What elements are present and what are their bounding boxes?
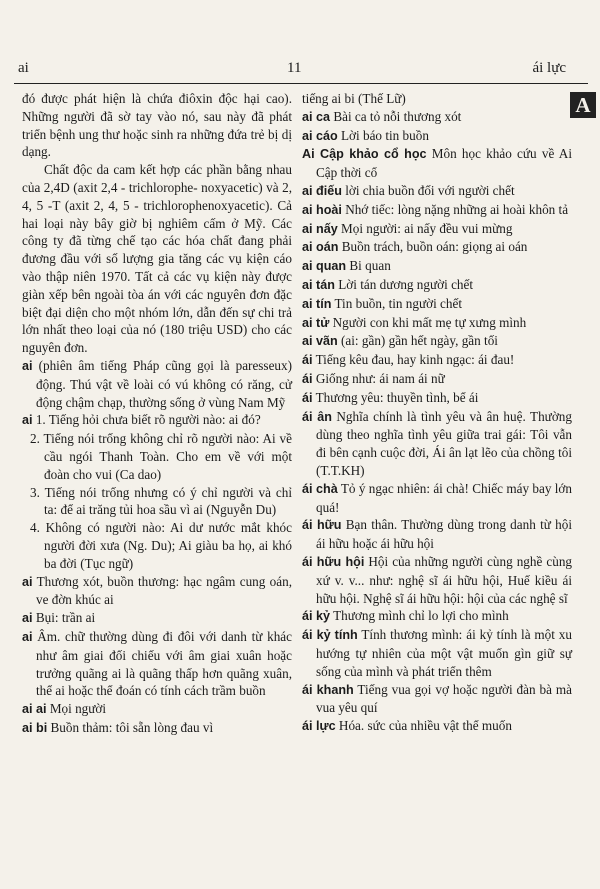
continued-paragraph: đó được phát hiện là chứa điôxin độc hại cao). Những người đã sờ tay vào nó, sau này đã phát triển bệnh ung thư hoặc sinh ra những đứa trẻ bị dị dạng. xyxy=(22,91,292,160)
definition: Lời báo tin buồn xyxy=(337,127,429,143)
headword: ái ân xyxy=(302,409,332,424)
headword: ai xyxy=(22,629,33,644)
dictionary-entry xyxy=(302,626,572,680)
headword: ái xyxy=(302,371,313,386)
dictionary-entry xyxy=(302,257,572,276)
headword: ai xyxy=(22,413,33,428)
definition: Người con khi mất mẹ tự xưng mình xyxy=(329,314,527,330)
definition: Âm. chữ thường dùng đi đôi với danh từ khác như âm giai đối chiếu với âm giai xuân hoặc trưởng quãng ai là quãng thấp hơn quãng xuân, thể ai hoặc thể đoán có tính cách trầm buồn xyxy=(32,628,292,699)
definition: Lời tán dương người chết xyxy=(334,276,474,292)
headword: ái kỷ xyxy=(302,609,331,624)
dictionary-entry xyxy=(302,553,572,607)
section-letter-tab: A xyxy=(570,92,596,118)
dictionary-entry xyxy=(302,332,572,351)
definition: Thương mình chỉ lo lợi cho mình xyxy=(330,608,509,624)
definition: Bi quan xyxy=(346,258,391,274)
headword: ai vãn xyxy=(302,334,338,349)
definition: (ai: gần) gần hết ngày, gần tối xyxy=(337,333,498,349)
sense: 4. Không có người nào: Ai dư nước mắt khóc người đời xưa (Ng. Du); Ai giàu ba họ, ai khó ba đời (Tục ngữ) xyxy=(30,520,292,571)
headword: ai nấy xyxy=(302,221,338,236)
definition: Bạn thân. Thường dùng trong danh từ hội ái hữu hoặc ái hữu hội xyxy=(316,517,572,552)
sense: 2. Tiếng nói trống không chỉ rõ người nào: Ai về cầu ngói Thanh Toàn. Cho em về với một đoàn cho vui (Ca dao) xyxy=(30,431,292,482)
definition: Thương yêu: thuyền tình, bể ái xyxy=(312,389,479,405)
definition: Tin buồn, tin người chết xyxy=(331,295,463,311)
headword: ai tán xyxy=(302,277,335,292)
headword: ái lực xyxy=(302,719,336,734)
headword: ai tín xyxy=(302,296,332,311)
dictionary-entry xyxy=(302,351,572,370)
headword: ai xyxy=(22,611,33,626)
sense: 3. Tiếng nói trống nhưng có ý chỉ người và chỉ ta: để ai trăng tủi hoa sầu vì ai (Nguyễn Du) xyxy=(30,484,292,518)
dictionary-entry xyxy=(302,238,572,257)
dictionary-entry xyxy=(302,516,572,553)
headword: ai điếu xyxy=(302,183,342,198)
headword: ái kỷ tính xyxy=(302,628,358,643)
headword: ai xyxy=(22,574,33,589)
dictionary-entry xyxy=(22,719,292,738)
dictionary-entry xyxy=(302,220,572,239)
definition: Nhớ tiếc: lòng nặng những ai hoài khôn tả xyxy=(341,201,569,217)
headword: ai xyxy=(22,358,33,373)
headword: ái khanh xyxy=(302,682,354,697)
dictionary-entry xyxy=(302,717,572,736)
headword: ái hữu hội xyxy=(302,554,365,569)
definition: Thương xót, buồn thương: hạc ngâm cung oán, ve đờn khúc ai xyxy=(32,573,292,608)
definition: Hội của những người cùng nghề cùng xứ v. v... như: nghệ sĩ ái hữu hội, Huế kiều ái hữu hội. Nghệ sĩ ái hữu hội: hội của các nghệ sĩ xyxy=(316,553,573,606)
dictionary-entry xyxy=(302,295,572,314)
headword: ai ai xyxy=(22,702,47,717)
headword: ái xyxy=(302,390,313,405)
definition: Tỏ ý ngạc nhiên: ái chà! Chiếc máy bay lớn quá! xyxy=(316,480,572,515)
definition: Buồn trách, buồn oán: giọng ai oán xyxy=(338,239,528,255)
headword: ai quan xyxy=(302,259,347,274)
dictionary-entry xyxy=(302,480,572,517)
definition: lời chia buồn đối với người chết xyxy=(341,182,515,198)
dictionary-entry xyxy=(302,607,572,626)
headword: ai hoài xyxy=(302,202,342,217)
dictionary-entry xyxy=(302,182,572,201)
dictionary-entry xyxy=(302,108,572,127)
headword: ai bi xyxy=(22,720,48,735)
definition: Tính thương mình: ái kỷ tính là một xu hướng tự nhiên của một vật muốn gìn giữ sự sống của mình và phát triển thêm xyxy=(316,627,572,679)
definition: Bài ca tỏ nỗi thương xót xyxy=(330,108,462,124)
definition: Tiếng kêu đau, hay kinh ngạc: ái đau! xyxy=(312,352,515,368)
definition: Mọi người xyxy=(46,701,107,717)
headword: ái chà xyxy=(302,481,338,496)
dictionary-entry xyxy=(302,370,572,389)
headword: ai ca xyxy=(302,109,331,124)
right-column xyxy=(302,90,572,736)
dictionary-entry xyxy=(22,700,292,719)
paragraph: Chất độc da cam kết hợp các phần bằng nhau của 2,4D (axit 2,4 - trichlorophe- noxyacetic) và 2, 4, 5 -T (axit 2, 4, 5 - trichlorophenoxyacetic). Cả hai loại này bây giờ bị nghiêm cấm ở Mỹ. Các công ty đã từng chế tạo các hóa chất đang phải đương đầu với số lượng gia tăng các vụ kiện cáo vào thập niên 1970. Tất cả các vụ kiện này được giàn xếp bên ngoài tòa án với các nguyên đơn đặc biệt đại diện cho một nhóm lớn, dẫn đến sự chi trả lớn nhất theo loại của nó (180 triệu USD) cho các nguyên đơn. xyxy=(22,162,292,356)
dictionary-entry xyxy=(302,127,572,146)
continued-line: tiếng ai bi (Thế Lữ) xyxy=(302,91,406,106)
dictionary-entry xyxy=(302,145,572,182)
dictionary-entry xyxy=(22,573,292,610)
definition: Môn học khảo cứu về Ai Cập thời cổ xyxy=(316,146,572,181)
dictionary-entry xyxy=(302,276,572,295)
dictionary-entry xyxy=(302,681,572,718)
headword: ai tử xyxy=(302,315,330,330)
definition: Hóa. sức của nhiều vật thể muốn xyxy=(335,718,512,734)
page-number: 11 xyxy=(287,60,302,76)
definition: Bụi: trần ai xyxy=(32,610,96,626)
guide-word-left: ai xyxy=(18,60,29,76)
guide-word-right: ái lực xyxy=(532,60,566,76)
headword: Ai Cập khảo cổ học xyxy=(302,147,427,162)
definition: 1. Tiếng hỏi chưa biết rõ người nào: ai đó? xyxy=(32,412,261,428)
definition: Nghĩa chính là tình yêu và ân huệ. Thường dùng theo nghĩa tình yêu giữa trai gái: Tôi vẫn đi bên cạnh cuộc đời, Ái ân lạt lẽo của chồng tôi (T.T.KH) xyxy=(316,408,572,478)
definition: Giống như: ái nam ái nữ xyxy=(312,370,445,386)
dictionary-entry xyxy=(302,201,572,220)
header-rule xyxy=(14,83,588,84)
headword: ái hữu xyxy=(302,518,342,533)
dictionary-entry xyxy=(22,411,292,430)
dictionary-entry xyxy=(22,357,292,411)
definition: Tiếng vua gọi vợ hoặc người đàn bà mà vua yêu quí xyxy=(316,681,572,716)
headword: ai cáo xyxy=(302,128,338,143)
definition: Buồn thảm: tôi sẵn lòng đau vì xyxy=(47,719,214,735)
dictionary-entry xyxy=(22,609,292,628)
dictionary-entry xyxy=(302,408,572,480)
definition: Mọi người: ai nấy đều vui mừng xyxy=(337,220,513,236)
dictionary-entry xyxy=(302,389,572,408)
definition: (phiên âm tiếng Pháp cũng gọi là paresseux) động. Thú vật về loài có vú không có răng, cử động chậm chạp, thường sống ở vùng Nam Mỹ xyxy=(32,357,292,410)
dictionary-entry xyxy=(302,314,572,333)
headword: ai oán xyxy=(302,240,339,255)
dictionary-entry xyxy=(22,628,292,700)
headword: ái xyxy=(302,353,313,368)
left-column xyxy=(22,90,292,738)
